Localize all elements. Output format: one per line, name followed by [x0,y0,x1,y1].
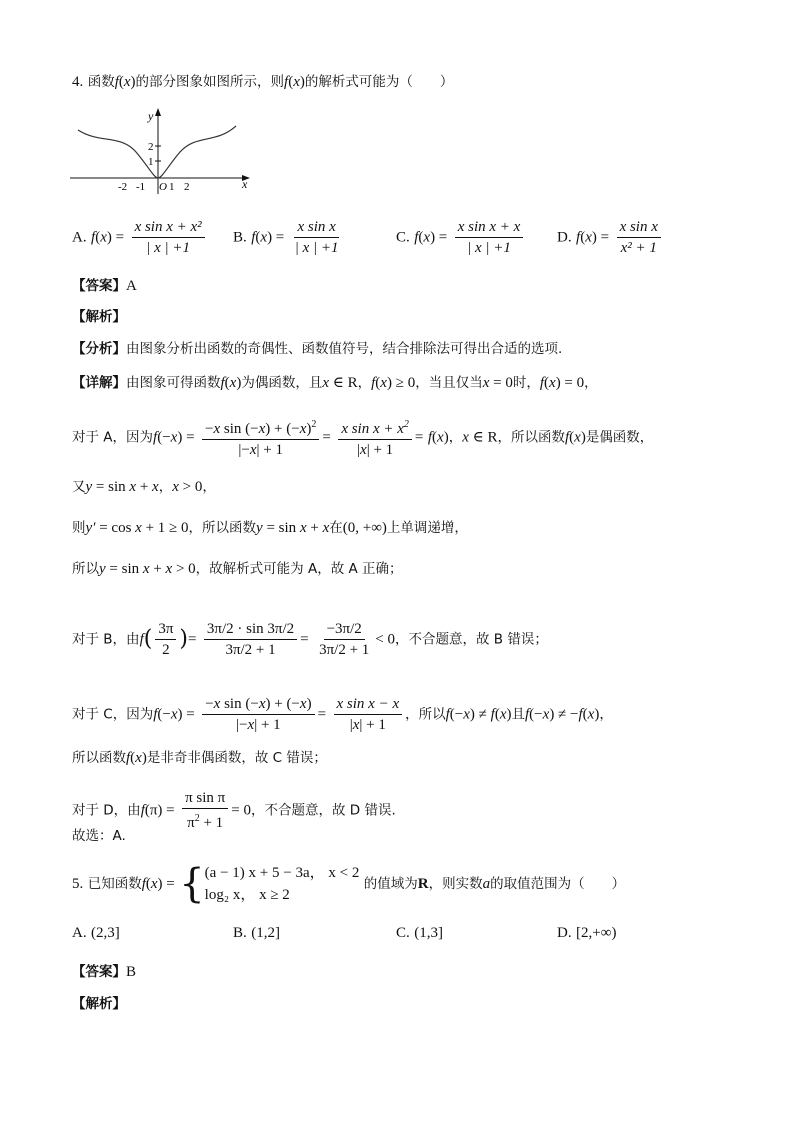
option-b-denominator: | x | +1 [294,240,339,256]
option-d-denominator: x² + 1 [620,240,657,256]
q4-stem-part: 的解析式可能为（ ） [304,74,454,90]
q4-conclusion: 故选：A. [72,828,126,844]
option-b-numerator: x sin x [294,218,338,238]
q4-analysis-heading: 【解析】 [72,309,126,325]
q4-stem: 4. 函数f(x)的部分图象如图所示，则f(x)的解析式可能为（ ） [72,74,454,90]
q4-detail-line-6: 对于 B，由f( $\frac{3\pi}{2}$ )= $\frac{3\pi/2 \cdot \sin 3\pi/2}{3\pi/2 + 1}$ = $\frac{-3\pi/2}{3\pi/2 + 1}$ < 0，不合题意，故 B 错误； [72,621,548,658]
option-d: D. f(x) = $\frac{\text{x sin x}}{\text{x² + 1}}$ [557,218,664,257]
option-d-numerator: x sin x [617,218,661,238]
option-a: A. f(x) = $\frac{\text{x sin x + x²}}{| x | +1}$ [72,218,208,257]
q4-detail-line-1: 【详解】由图象可得函数f(x)为偶函数，且x ∈ R，f(x) ≥ 0，当且仅当x = 0时，f(x) = 0， [72,375,598,391]
q4-detail-line-3: 又y = sin x + x，x > 0， [72,479,216,495]
q4-stem-part: 函数 [87,74,115,90]
q4-detail-line-8: 所以函数f(x)是非奇非偶函数，故 C 错误； [72,750,327,766]
y-axis-label: y [148,109,154,123]
q5-option-a: A. (2,3] [72,925,120,941]
x-tick-label: -1 [136,181,146,193]
q5-option-d: D. [2,+∞) [557,925,617,941]
x-tick-label: -2 [118,181,128,193]
q5-stem: 5. 已知函数f(x) = { (a − 1) x + 5 − 3a， x < 2 log₂ x， x ≥ 2 的值域为R，则实数a的取值范围为（ ） [72,861,626,907]
option-c-numerator: x sin x + x [455,218,524,238]
option-c: C. f(x) = $\frac{\text{x sin x + x}}{| x | +1}$ [396,218,526,257]
q5-piece-1: (a − 1) x + 5 − 3a， x < 2 [204,865,360,881]
q5-number: 5. [72,876,84,892]
x-tick-label: 2 [184,181,190,193]
y-tick-label: 2 [148,141,154,153]
q5-option-b: B. (1,2] [233,925,280,941]
option-a-denominator: | x | +1 [146,240,190,256]
option-a-numerator: x sin x + x² [132,218,205,238]
q4-detail-line-7: 对于 C，因为f(−x) = $\frac{\text{−x sin (−x) + (−x)}}{|-x| + 1}$ = $\frac{\text{x sin x − x}}{|x| + 1}$ ，所以f(−x) ≠ f(x)且f(−x) ≠ −f(x)， [72,696,613,733]
q4-number: 4. [72,74,84,90]
q4-detail-line-9: 对于 D，由f(π) = $\frac{\text{π sin π}}{\pi^2 + 1}$ = 0，不合题意，故 D 错误. [72,790,396,831]
q4-stem-part: 的部分图象如图所示，则 [135,74,285,90]
origin-label: O [159,181,167,193]
q4-answer: 【答案】A [72,278,137,294]
q5-piece-2: log₂ x， x ≥ 2 [204,887,290,903]
q4-detail-line-5: 所以y = sin x + x > 0，故解析式可能为 A，故 A 正确； [72,561,403,577]
q4-detail-line-2: 对于 A，因为f(−x) = $\frac{-x \sin (-x) + (-x)^2}{|-x| + 1}$ = $\frac{x \sin x + x^2}{|x| + 1}$ = f(x)，x ∈ R，所以函数f(x)是偶函数， [72,416,653,459]
q5-answer: 【答案】B [72,964,137,980]
q5-option-c: C. (1,3] [396,925,443,941]
y-tick-label: 1 [148,156,154,168]
x-axis-label: x [242,177,248,191]
option-b: B. f(x) = $\frac{\text{x sin x}}{| x | +1}$ [233,218,345,257]
x-tick-label: 1 [169,181,175,193]
q4-detail-line-4: 则y′ = cos x + 1 ≥ 0，所以函数y = sin x + x在(0, +∞)上单调递增， [72,520,468,536]
option-c-denominator: | x | +1 [467,240,511,256]
q5-analysis-heading: 【解析】 [72,996,126,1012]
q4-function-graph [70,104,260,196]
q4-fenxi: 【分析】由图象分析出函数的奇偶性、函数值符号，结合排除法可得出合适的选项. [72,341,563,357]
